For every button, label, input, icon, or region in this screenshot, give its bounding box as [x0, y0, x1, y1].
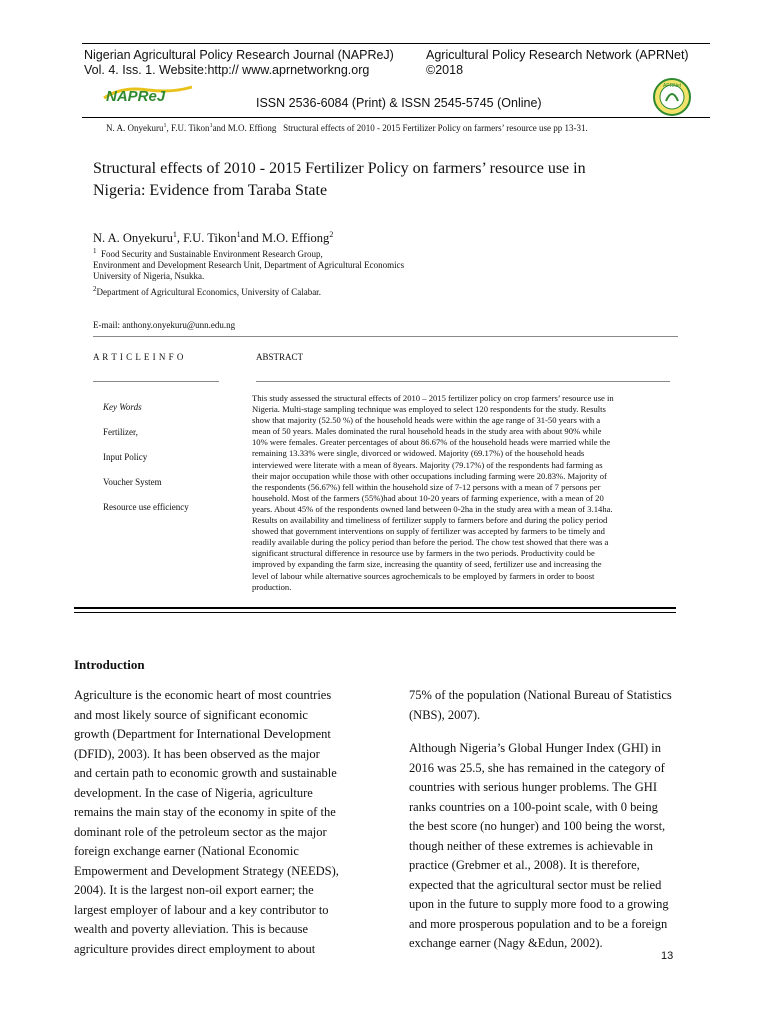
journal-name: Nigerian Agricultural Policy Research Journal (NAPReJ) [84, 48, 394, 62]
abstract-heading: ABSTRACT [256, 352, 304, 362]
abstract-line: their major occupation while those with other occupations including farming were 20.83%. Majority of [252, 470, 607, 481]
intro-left-line: and most likely source of significant economic [74, 707, 308, 722]
intro-right-line: 2016 was 25.5, she has remained in the category of [409, 760, 665, 775]
intro-right-line: and more prosperous population and to be a foreign [409, 916, 668, 931]
email-rule [93, 336, 678, 337]
header-top-rule [82, 43, 710, 44]
introduction-left-column [74, 686, 363, 959]
author-2: , F.U. Tikon [176, 231, 237, 246]
abstract-line: Results on availability and timeliness of fertilizer supply to farmers before and during the policy period [252, 515, 608, 526]
author-3: and M.O. Effiong [240, 231, 330, 246]
journal-info [84, 48, 394, 78]
intro-left-line: dominant role of the petroleum sector as the major [74, 824, 327, 839]
intro-right-line: though neither of these extremes is achievable in [409, 838, 654, 853]
intro-right-line: the best score (no hunger) and 100 being the worst, [409, 819, 666, 833]
abstract-line: mean of 50 years. Males dominated the rural household heads in the study area with about 90% while [252, 426, 602, 437]
running-head-author2: , F.U. Tikon [166, 123, 210, 133]
author-1-sup: 1 [172, 230, 177, 239]
keywords-heading: Key Words [103, 402, 142, 412]
copyright-year: ©2018 [426, 63, 464, 77]
header-bottom-rule [82, 117, 710, 118]
running-head [106, 123, 588, 133]
affiliation-1-line3: University of Nigeria, Nsukka. [93, 271, 205, 281]
network-info [426, 48, 689, 78]
abstract-line: showed that government interventions on supply of fertilizer was accepted by farmers to be timely and [252, 526, 605, 537]
intro-left-line: development. In the case of Nigeria, agriculture [74, 785, 313, 800]
affiliation-1-text1: Food Security and Sustainable Environment Research Group, [101, 249, 323, 259]
intro-right-line: 75% of the population (National Bureau of Statistics [409, 688, 672, 702]
abstract-line: significant structural difference in resource use by farmers in the two periods. Productivity could be [252, 548, 595, 559]
abstract-line: This study assessed the structural effects of 2010 – 2015 fertilizer policy on crop farmers’ resource use in [252, 393, 614, 403]
abstract-rule [256, 381, 670, 382]
paper-title-line2: Nigeria: Evidence from Taraba State [93, 182, 328, 199]
affiliations [93, 246, 404, 298]
affiliation-1-line1 [93, 246, 404, 260]
network-name: Agricultural Policy Research Network (APRNet) [426, 48, 689, 62]
page-number: 13 [661, 950, 674, 962]
abstract-line: improved by expanding the farm size, increasing the quantity of seed, fertilizer use and increasing the [252, 559, 602, 570]
intro-right-line: countries with serious hunger problems. The GHI [409, 780, 657, 794]
author-2-sup: 1 [236, 230, 241, 239]
intro-right-line: exchange earner (Nagy &Edun, 2002). [409, 936, 603, 950]
abstract-line: production. [252, 581, 292, 592]
intro-left-line: remains the main stay of the economy in spite of the [74, 805, 336, 819]
affiliation-2-line1 [93, 284, 404, 298]
introduction-heading: Introduction [74, 657, 145, 672]
abstract-line: Nigeria. Multi-stage sampling technique was employed to select 120 respondents for the study. Results [252, 404, 606, 415]
abstract-line: household. Most of the farmers (55%)had about 10-20 years of farming experience, with a mean of 20 [252, 492, 604, 503]
abstract-line: 10% were females. Greater percentages of about 86.67% of the household heads were married while the [252, 437, 611, 448]
abstract-double-rule-top [74, 607, 676, 609]
affiliation-2-text1: Department of Agricultural Economics, University of Calabar. [96, 287, 321, 297]
abstract-line: the respondents (56.67%) fell within the household size of 7-12 persons with a mean of 7 persons per [252, 481, 601, 492]
running-head-sup1: 1 [163, 123, 167, 129]
intro-left-line: and certain path to economic growth and sustainable [74, 766, 337, 780]
intro-right-line: Although Nigeria’s Global Hunger Index (GHI) in [409, 741, 662, 755]
keyword-resource-use-efficiency: Resource use efficiency [103, 502, 189, 512]
keywords [103, 402, 189, 527]
author-3-sup: 2 [329, 230, 334, 239]
abstract-line: readily available during the policy period than before the period. The chow test showed that there was a [252, 537, 609, 548]
intro-right-line: (NBS), 2007). [409, 707, 481, 722]
keyword-voucher-system: Voucher System [103, 477, 162, 487]
abstract-line: level of labour while alternative sources agrochemicals to be employed by farmers in order to boost [252, 570, 595, 581]
authors-line [93, 230, 333, 246]
abstract-double-rule-bottom [74, 612, 676, 613]
intro-left-line: foreign exchange earner (National Economic [74, 844, 299, 858]
paper-title-line1: Structural effects of 2010 - 2015 Fertilizer Policy on farmers’ resource use in [93, 160, 586, 177]
abstract-body [252, 393, 696, 596]
affiliation-2-sup: 2 [93, 285, 97, 293]
aprnet-seal-text: APRNet [662, 83, 682, 89]
intro-right-line: ranks countries on a 100-point scale, with 0 being [409, 799, 658, 814]
naprej-logo [102, 84, 194, 104]
paper-title [93, 158, 586, 202]
introduction-right-column [409, 686, 699, 954]
abstract-line: show that majority (52.50 %) of the household heads were within the age range of 31-50 years with a [252, 415, 601, 426]
intro-right-line: upon in the future to supply more food to a growing [409, 897, 669, 911]
keyword-fertilizer: Fertilizer, [103, 427, 138, 437]
intro-left-line: growth (Department for International Development [74, 727, 331, 741]
intro-left-line: 2004). It is the largest non-oil export earner; the [74, 883, 314, 897]
intro-left-line: wealth and poverty alleviation. This is because [74, 922, 309, 936]
abstract-line: interviewed were literate with a mean of 8years. Majority (79.17%) of the respondents had farming as [252, 459, 603, 470]
aprnet-seal-logo [652, 77, 692, 117]
article-info-rule [93, 381, 219, 382]
running-head-author3: and M.O. Effiong [212, 123, 277, 133]
email: E-mail: anthony.onyekuru@unn.edu.ng [93, 320, 236, 330]
intro-left-line: Empowerment and Development Strategy (NEEDS), [74, 863, 339, 878]
running-head-title: Structural effects of 2010 - 2015 Fertilizer Policy on farmers’ resource use pp 13-31. [283, 123, 588, 133]
affiliation-1-line2: Environment and Development Research Unit, Department of Agricultural Economics [93, 260, 405, 270]
keyword-input-policy: Input Policy [103, 452, 148, 462]
intro-left-line: Agriculture is the economic heart of most countries [74, 688, 332, 702]
running-head-sup2: 1 [209, 123, 213, 129]
intro-right-line: expected that the agricultural sector must be relied [409, 877, 662, 892]
author-1: N. A. Onyekuru [93, 231, 173, 246]
intro-left-line: agriculture provides direct employment to about [74, 941, 316, 956]
affiliation-1-sup: 1 [93, 247, 97, 255]
intro-left-line: largest employer of labour and a key contributor to [74, 902, 329, 917]
intro-right-line: practice (Grebmer et al., 2008). It is therefore, [409, 858, 640, 872]
article-info-heading: A R T I C L E I N F O [93, 352, 184, 362]
naprej-logo-text: NAPReJ [106, 88, 166, 104]
abstract-line: years. About 45% of the respondents owned land between 0-2ha in the study area with a mean of 3.14ha. [252, 503, 613, 514]
journal-volume-website: Vol. 4. Iss. 1. Website:http:// www.aprnetworkng.org [84, 63, 370, 77]
running-head-author1: N. A. Onyekuru [106, 123, 164, 133]
abstract-line: remaining 13.33% were single, divorced or widowed. Majority (69.17%) of the household heads [252, 448, 585, 459]
issn: ISSN 2536-6084 (Print) & ISSN 2545-5745 (Online) [256, 96, 542, 110]
intro-left-line: (DFID), 2003). It has been observed as the major [74, 746, 320, 761]
